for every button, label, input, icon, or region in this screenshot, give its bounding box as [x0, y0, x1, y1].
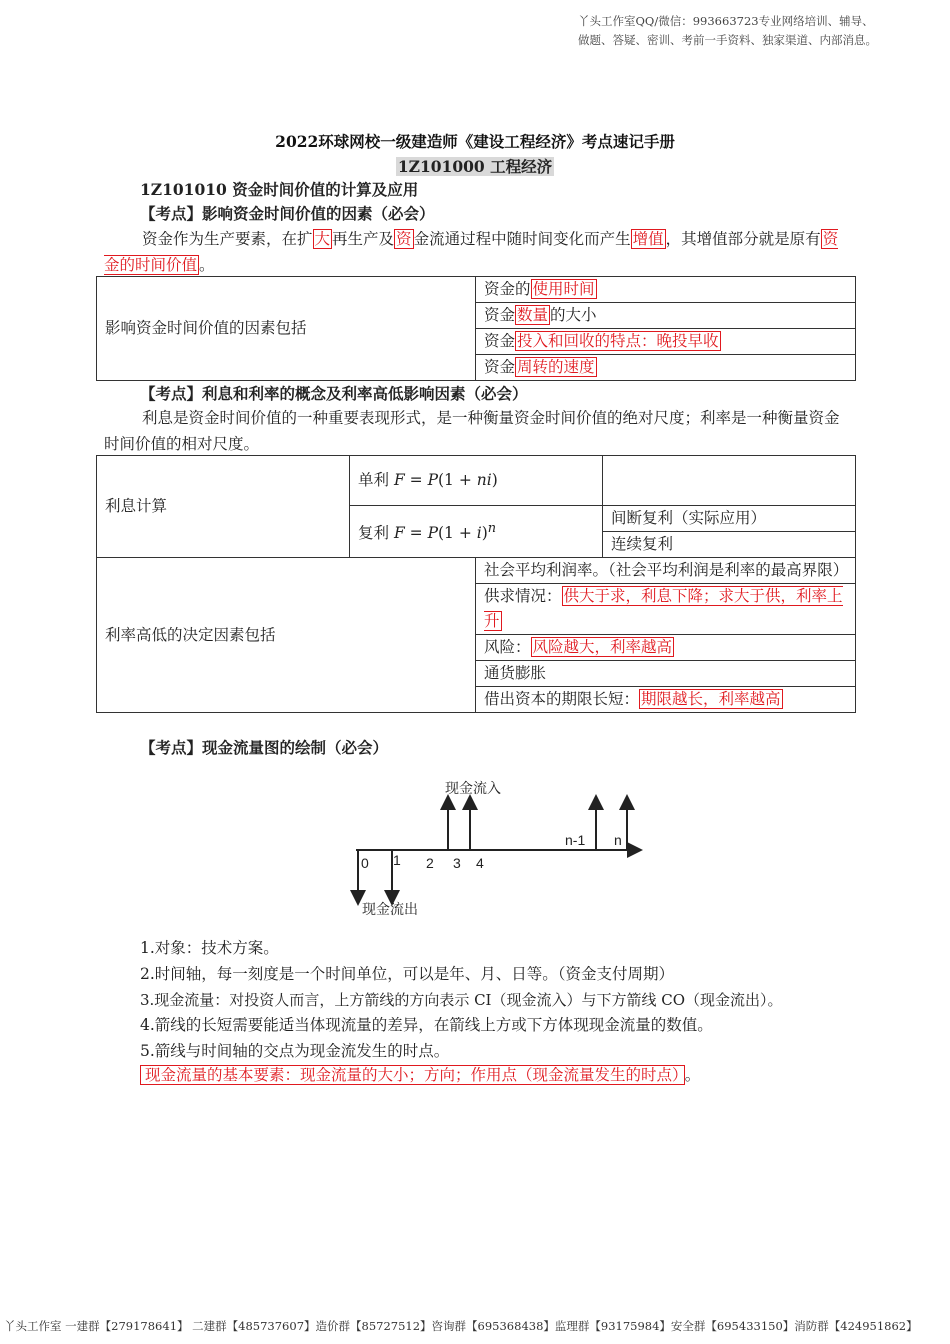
cash-flow-diagram [340, 770, 660, 925]
factor-row: 资金 投入和回收的特点：晚投早收 [476, 329, 856, 355]
kp1-paragraph: 资金作为生产要素，在扩 大 再生产及 资 金流通过程中随时间变化而产生 增值 ，其增值部分就是原有 资金的时间价值 。 [104, 230, 839, 274]
interest-rate-table [96, 455, 856, 713]
tick-label: 0 [361, 855, 369, 871]
page-header-note [578, 12, 898, 50]
tick-label: n [614, 832, 622, 848]
header-line-1: 丫头工作室QQ/微信：993663723专业网络培训、辅导、 [578, 14, 874, 28]
inflow-label: 现金流入 [445, 780, 501, 796]
list-item: 2.时间轴，每一刻度是一个时间单位，可以是年、月、日等。（资金支付周期） [140, 965, 675, 983]
list-item: 1.对象：技术方案。 [140, 939, 279, 957]
tick-label: 2 [426, 855, 434, 871]
time-value-factors-table [96, 276, 856, 381]
section-heading: 1Z101010 资金时间价值的计算及应用 [140, 180, 419, 199]
rate-factor-row: 通货膨胀 [476, 661, 856, 687]
page-footer: 丫头工作室 一建群【279178641】 二建群【485737607】造价群【85727512】咨询群【695368438】监理群【93175984】安全群【695433150】消防群【424951862】 [4, 1319, 918, 1333]
rate-factors-label: 利率高低的决定因素包括 [97, 558, 476, 713]
summary-note: 现金流量的基本要素：现金流量的大小；方向；作用点（现金流量发生的时点） 。 [140, 1062, 700, 1088]
factor-row: 资金 数量 的大小 [476, 303, 856, 329]
rate-factor-row: 供求情况： 供大于求，利息下降；求大于供，利率上升 [476, 584, 856, 635]
factor-row: 资金 周转的速度 [476, 355, 856, 381]
rate-factor-row: 风险： 风险越大，利率越高 [476, 635, 856, 661]
continuous-compound: 连续复利 [603, 532, 856, 558]
tick-label: n-1 [565, 832, 586, 848]
interest-calc-label: 利息计算 [97, 456, 350, 558]
compound-interest-formula: 复利 $F = P(1 + i)^n$ [350, 506, 603, 558]
kp1-heading: 【考点】影响资金时间价值的因素（必会） [140, 204, 435, 223]
rate-factor-row: 社会平均利润率。（社会平均利润是利率的最高界限） [476, 558, 856, 584]
kp3-heading: 【考点】现金流量图的绘制（必会） [140, 738, 389, 757]
chapter-title: 1Z101000 工程经济 [397, 157, 553, 176]
simple-interest-formula: 单利 F = P(1 + ni) [350, 456, 603, 506]
empty-cell [603, 456, 856, 506]
tick-label: 4 [476, 855, 484, 871]
kp2-paragraph: 利息是资金时间价值的一种重要表现形式，是一种衡量资金时间价值的绝对尺度；利率是一种衡量资金时间价值的相对尺度。 [104, 409, 840, 453]
header-line-2: 做题、答疑、密训、考前一手资料、独家渠道、内部消息。 [578, 33, 877, 47]
tick-label: 1 [393, 852, 401, 868]
list-item: 3.现金流量：对投资人而言，上方箭线的方向表示 CI（现金流入）与下方箭线 CO（现金流出）。 [140, 991, 783, 1009]
factor-row: 资金的 使用时间 [476, 277, 856, 303]
document-title: 2022环球网校一级建造师《建设工程经济》考点速记手册 [275, 132, 675, 151]
factors-label: 影响资金时间价值的因素包括 [97, 277, 476, 381]
kp2-heading: 【考点】利息和利率的概念及利率高低影响因素（必会） [140, 384, 528, 403]
list-item: 5.箭线与时间轴的交点为现金流发生的时点。 [140, 1042, 450, 1060]
list-item: 4.箭线的长短需要能适当体现流量的差异，在箭线上方或下方体现现金流量的数值。 [140, 1016, 713, 1034]
tick-label: 3 [453, 855, 461, 871]
outflow-label: 现金流出 [362, 901, 418, 917]
discrete-compound: 间断复利（实际应用） [603, 506, 856, 532]
rate-factor-row: 借出资本的期限长短： 期限越长，利率越高 [476, 687, 856, 713]
